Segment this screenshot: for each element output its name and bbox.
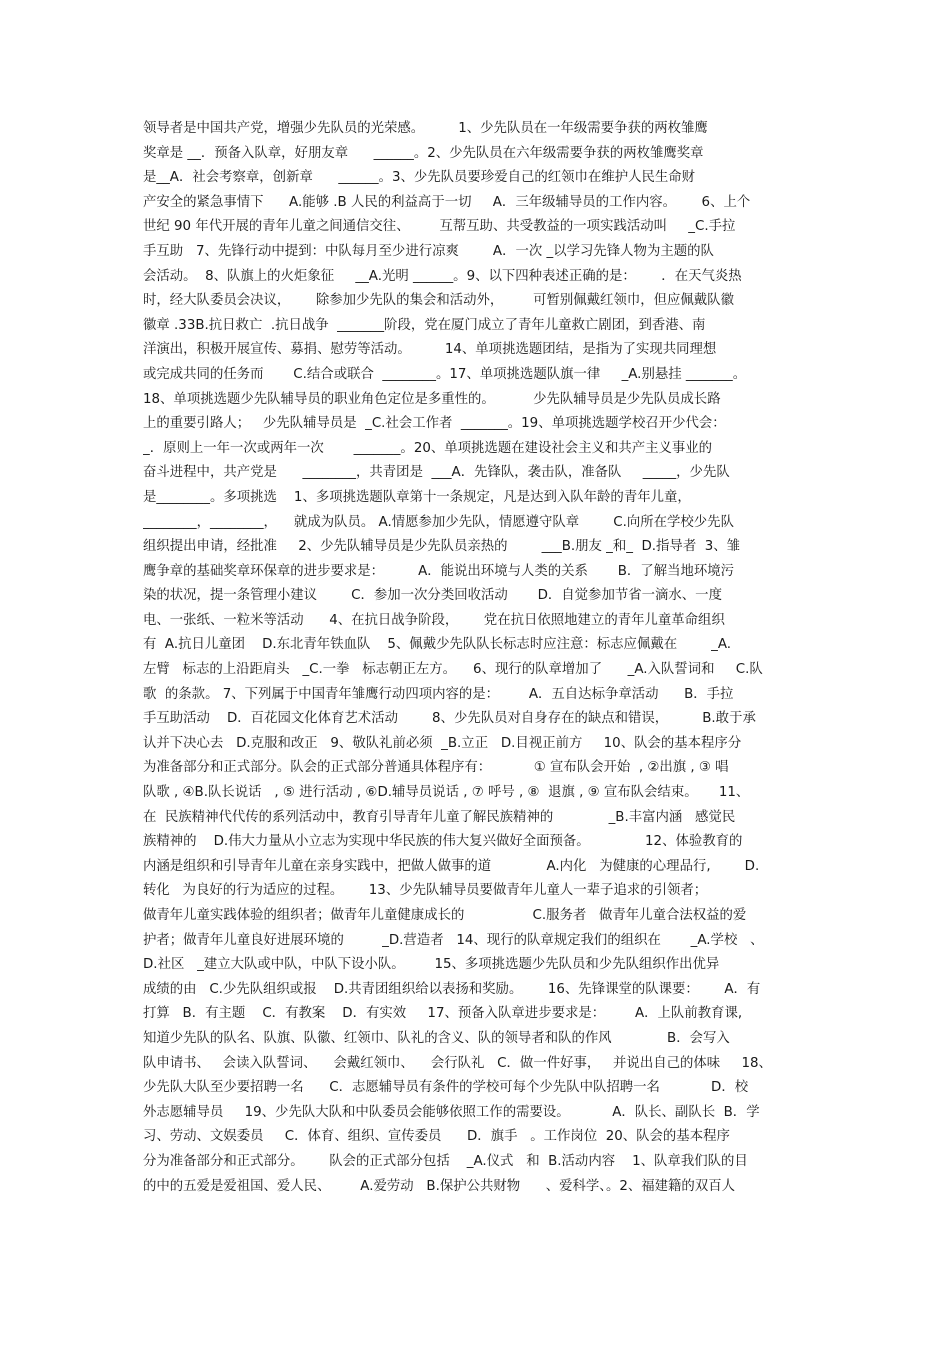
- text-line: 队申请书、 会读入队誓词、 会戴红领巾、 会行队礼 C．做一件好事， 并说出自己的体味 18、: [143, 1055, 772, 1071]
- text-line: 习、劳动、文娱委员 C．体育、组织、宣传委员 D．旗手 。工作岗位 20、队会的基本程序: [143, 1129, 730, 1145]
- text-line: 族精神的 D.伟大力量从小立志为实现中华民族的伟大复兴做好全面预备。 12、体验教育的: [143, 834, 743, 850]
- text-line: _．原则上一年一次或两年一次 _______。20、单项挑选题在建设社会主义和共产主义事业的: [143, 440, 713, 456]
- text-line: 队歌 , ④B.队长说话 , ⑤ 进行活动 , ⑥D.辅导员说话 , ⑦ 呼号 , ⑧ 退旗 , ⑨ 宣布队会结束。 11、: [143, 785, 750, 801]
- body-text: [143, 117, 815, 1199]
- text-line: 染的状况，提一条管理小建议 C．参加一次分类回收活动 D．自觉参加节省一滴水、一度: [143, 588, 722, 604]
- text-line: 奋斗进程中，共产党是 ________，共青团是 ___A．先锋队，袭击队，准备队 _____，少先队: [143, 465, 730, 481]
- text-line: 18、单项挑选题少先队辅导员的职业角色定位是多重性的。 少先队辅导员是少先队员成长路: [143, 391, 721, 407]
- text-line: 手互助活动 D．百花园文化体育艺术活动 8、少先队员对自身存在的缺点和错误， B.敢于承: [143, 711, 756, 727]
- text-line: 世纪 90 年代开展的青年儿童之间通信交往、 互帮互助、共受教益的一项实践活动叫 _C.手拉: [143, 219, 736, 235]
- text-line: 鹰争章的基础奖章环保章的进步要求是： A．能说出环境与人类的关系 B．了解当地环境污: [143, 563, 735, 579]
- text-line: 或完成共同的任务而 C.结合或联合 ________。17、单项挑选题队旗一律 _A.别悬挂 _______。: [143, 366, 747, 382]
- text-line: 在 民族精神代代传的系列活动中，教育引导青年儿童了解民族精神的 _B.丰富内涵 感觉民: [143, 809, 736, 825]
- text-line: 歌 的条款。 7、下列属于中国青年雏鹰行动四项内容的是： A．五自达标争章活动 B．手拉: [143, 686, 734, 702]
- text-line: 手互助 7、先锋行动中提到：中队每月至少进行凉爽 A．一次 _以学习先锋人物为主题的队: [143, 243, 714, 259]
- text-line: 徽章 .33B.抗日救亡 .抗日战争 _______阶段，党在厦门成立了青年儿童救亡剧团，到香港、南: [143, 317, 706, 333]
- text-line: 内涵是组织和引导青年儿童在亲身实践中，把做人做事的道 A.内化 为健康的心理品行, D.: [143, 858, 760, 874]
- text-line: 左臂 标志的上沿距肩头 _C.一拳 标志朝正左方。 6、现行的队章增加了 _A.入队誓词和 C.队: [143, 662, 763, 678]
- text-line: 组织提出申请，经批准 2、少先队辅导员是少先队员亲热的 ___B.朋友 _和_ D.指导者 3、雏: [143, 539, 741, 555]
- text-line: 上的重要引路人； 少先队辅导员是 _C.社会工作者 _______。19、单项挑选题学校召开少代会：: [143, 416, 726, 432]
- text-line: 奖章是 __．预备入队章，好朋友章 ______。2、少先队员在六年级需要争获的两枚雏鹰奖章: [143, 145, 704, 161]
- text-line: 为准备部分和正式部分。队会的正式部分普通具体程序有： ① 宣布队会开始 , ②出旗 , ③ 唱: [143, 760, 729, 776]
- text-line: 有 A.抗日儿童团 D.东北青年铁血队 5、佩戴少先队队长标志时应注意：标志应佩戴在 _A.: [143, 637, 732, 653]
- text-line: D.社区 _建立大队或中队，中队下设小队。 15、多项挑选题少先队员和少先队组织作出优异: [143, 957, 720, 973]
- text-line: 电、一张纸、一粒米等活动 4、在抗日战争阶段， 党在抗日依照地建立的青年儿童革命组织: [143, 612, 725, 628]
- text-line: 领导者是中国共产党，增强少先队员的光荣感。 1、少先队员在一年级需要争获的两枚雏鹰: [143, 121, 708, 136]
- text-line: 产安全的紧急事情下 A.能够 .B 人民的利益高于一切 A．三年级辅导员的工作内容。 6、上个: [143, 194, 751, 210]
- text-line: 做青年儿童实践体验的组织者；做青年儿童健康成长的 C.服务者 做青年儿童合法权益的爱: [143, 908, 747, 923]
- text-line: 少先队大队至少要招聘一名 C．志愿辅导员有条件的学校可每个少先队中队招聘一名 D．校: [143, 1080, 749, 1096]
- text-line: 成绩的由 C.少先队组织或报 D.共青团组织给以表扬和奖励。 16、先锋课堂的队课要： A．有: [143, 981, 761, 997]
- text-line: 转化 为良好的行为适应的过程。 13、少先队辅导员要做青年儿童人一辈子追求的引领者；: [143, 883, 708, 899]
- text-line: 是________。多项挑选 1、多项挑选题队章第十一条规定，凡是达到入队年龄的青年儿童，: [143, 489, 691, 505]
- text-line: 认并下决心去 D.克服和改正 9、敬队礼前必须 _B.立正 D.目视正前方 10、队会的基本程序分: [143, 735, 742, 751]
- text-line: 外志愿辅导员 19、少先队大队和中队委员会能够依照工作的需要设。 A．队长、副队长 B．学: [143, 1104, 760, 1120]
- text-line: 是__A．社会考察章，创新章 ______。3、少先队员要珍爱自己的红领巾在维护人民生命财: [143, 170, 696, 186]
- text-line: 的中的五爱是爱祖国、爱人民、 A.爱劳动 B.保护公共财物 、爱科学、。2、福建籍的双百人: [143, 1178, 735, 1194]
- text-line: 会活动。 8、队旗上的火炬象征 __A.光明 ______。9、以下四种表述正确的是： ．在天气炎热: [143, 268, 742, 284]
- text-line: 打算 B．有主题 C．有教案 D．有实效 17、预备入队章进步要求是： A．上队前教育课,: [143, 1006, 743, 1022]
- text-line: 分为准备部分和正式部分。 队会的正式部分包括 _A.仪式 和 B.活动内容 1、队章我们队的目: [143, 1153, 748, 1169]
- text-line: ________，________， 就成为队员。 A.情愿参加少先队，情愿遵守队章 C.向所在学校少先队: [143, 514, 734, 530]
- text-line: 时，经大队委员会决议， 除参加少先队的集会和活动外， 可暂别佩戴红领巾，但应佩戴队徽: [143, 293, 734, 309]
- text-line: 护者；做青年儿童良好进展环境的 _D.营造者 14、现行的队章规定我们的组织在 _A.学校 、: [143, 932, 764, 948]
- text-line: 知道少先队的队名、队旗、队徽、红领巾、队礼的含义、队的领导者和队的作风 B．会写入: [143, 1030, 730, 1046]
- text-line: 洋演出，积极开展宣传、募捐、慰劳等活动。 14、单项挑选题团结，是指为了实现共同理想: [143, 342, 717, 358]
